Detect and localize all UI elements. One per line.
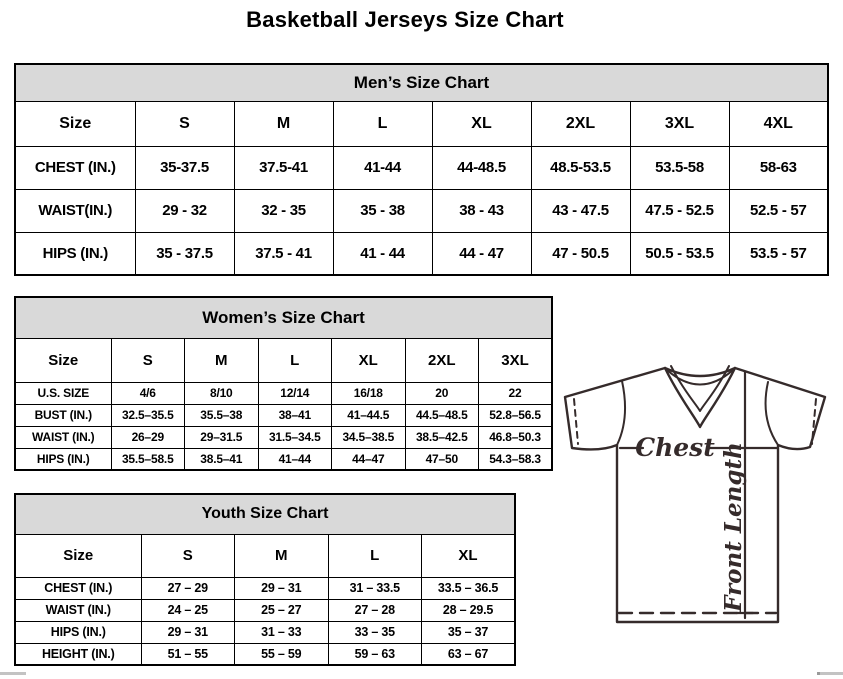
men-cell: 37.5-41 (234, 146, 333, 189)
men-cell: 47 - 50.5 (531, 232, 630, 275)
men-cell: 48.5-53.5 (531, 146, 630, 189)
women-cell: 54.3–58.3 (479, 448, 553, 470)
women-cell: 34.5–38.5 (332, 426, 406, 448)
women-cell: 20 (405, 382, 479, 404)
men-cell: 29 - 32 (135, 189, 234, 232)
men-cell: 47.5 - 52.5 (630, 189, 729, 232)
youth-col-header: L (328, 534, 422, 577)
men-cell: 44 - 47 (432, 232, 531, 275)
men-table-row (15, 146, 828, 189)
women-cell: 41–44.5 (332, 404, 406, 426)
youth-cell: 29 – 31 (141, 621, 235, 643)
men-cell: 53.5 - 57 (729, 232, 828, 275)
women-table-title: Women’s Size Chart (15, 297, 552, 338)
jersey-measurement-diagram (555, 355, 843, 679)
youth-cell: 27 – 28 (328, 599, 422, 621)
men-cell: 41 - 44 (333, 232, 432, 275)
youth-table-row (15, 577, 515, 599)
youth-cell: 33.5 – 36.5 (422, 577, 516, 599)
women-header-row (15, 338, 552, 382)
youth-table-title: Youth Size Chart (15, 494, 515, 534)
men-table-title: Men’s Size Chart (15, 64, 828, 101)
women-cell: 38.5–41 (185, 448, 259, 470)
men-cell: 41-44 (333, 146, 432, 189)
youth-cell: 24 – 25 (141, 599, 235, 621)
youth-table-row (15, 599, 515, 621)
women-cell: 52.8–56.5 (479, 404, 553, 426)
women-col-header: XL (332, 338, 406, 382)
men-cell: 50.5 - 53.5 (630, 232, 729, 275)
youth-cell: 63 – 67 (422, 643, 516, 665)
women-col-header: M (185, 338, 259, 382)
women-cell: 35.5–58.5 (111, 448, 185, 470)
mens-size-table (14, 63, 829, 276)
women-cell: 4/6 (111, 382, 185, 404)
men-col-header: Size (15, 101, 135, 146)
youth-cell: 59 – 63 (328, 643, 422, 665)
men-col-header: L (333, 101, 432, 146)
women-table-row (15, 426, 552, 448)
women-row-label: WAIST (IN.) (15, 426, 111, 448)
youth-table-row (15, 643, 515, 665)
chest-label: Chest (635, 433, 715, 462)
women-cell: 44–47 (332, 448, 406, 470)
men-col-header: XL (432, 101, 531, 146)
women-cell: 31.5–34.5 (258, 426, 332, 448)
youth-col-header: M (235, 534, 329, 577)
youth-col-header: S (141, 534, 235, 577)
youth-table-row (15, 621, 515, 643)
women-row-label: BUST (IN.) (15, 404, 111, 426)
men-row-label: WAIST(IN.) (15, 189, 135, 232)
men-cell: 35-37.5 (135, 146, 234, 189)
youth-cell: 51 – 55 (141, 643, 235, 665)
women-table-row (15, 404, 552, 426)
youth-cell: 27 – 29 (141, 577, 235, 599)
men-cell: 38 - 43 (432, 189, 531, 232)
youth-row-label: HIPS (IN.) (15, 621, 141, 643)
men-row-label: CHEST (IN.) (15, 146, 135, 189)
women-col-header: 2XL (405, 338, 479, 382)
youth-cell: 31 – 33.5 (328, 577, 422, 599)
youth-cell: 25 – 27 (235, 599, 329, 621)
women-cell: 29–31.5 (185, 426, 259, 448)
youth-header-row (15, 534, 515, 577)
youth-row-label: WAIST (IN.) (15, 599, 141, 621)
men-cell: 44-48.5 (432, 146, 531, 189)
women-cell: 22 (479, 382, 553, 404)
youth-cell: 28 – 29.5 (422, 599, 516, 621)
men-cell: 53.5-58 (630, 146, 729, 189)
youth-cell: 29 – 31 (235, 577, 329, 599)
men-table-row (15, 232, 828, 275)
women-cell: 41–44 (258, 448, 332, 470)
youth-row-label: HEIGHT (IN.) (15, 643, 141, 665)
youth-col-header: Size (15, 534, 141, 577)
women-cell: 12/14 (258, 382, 332, 404)
women-cell: 32.5–35.5 (111, 404, 185, 426)
men-col-header: 4XL (729, 101, 828, 146)
women-col-header: L (258, 338, 332, 382)
men-col-header: 3XL (630, 101, 729, 146)
women-table-row (15, 382, 552, 404)
women-col-header: Size (15, 338, 111, 382)
women-col-header: 3XL (479, 338, 553, 382)
women-row-label: U.S. SIZE (15, 382, 111, 404)
youth-cell: 33 – 35 (328, 621, 422, 643)
men-row-label: HIPS (IN.) (15, 232, 135, 275)
scrollbar-fragment-right[interactable] (817, 672, 843, 675)
women-cell: 8/10 (185, 382, 259, 404)
page-title: Basketball Jerseys Size Chart (246, 7, 564, 32)
scrollbar-fragment-left[interactable] (0, 672, 26, 675)
men-col-header: S (135, 101, 234, 146)
youth-row-label: CHEST (IN.) (15, 577, 141, 599)
youth-cell: 31 – 33 (235, 621, 329, 643)
women-cell: 38.5–42.5 (405, 426, 479, 448)
men-cell: 52.5 - 57 (729, 189, 828, 232)
women-cell: 35.5–38 (185, 404, 259, 426)
women-cell: 44.5–48.5 (405, 404, 479, 426)
men-col-header: M (234, 101, 333, 146)
women-cell: 47–50 (405, 448, 479, 470)
women-cell: 46.8–50.3 (479, 426, 553, 448)
youth-cell: 55 – 59 (235, 643, 329, 665)
men-header-row (15, 101, 828, 146)
youth-cell: 35 – 37 (422, 621, 516, 643)
women-col-header: S (111, 338, 185, 382)
women-cell: 16/18 (332, 382, 406, 404)
men-col-header: 2XL (531, 101, 630, 146)
women-cell: 38–41 (258, 404, 332, 426)
women-table-row (15, 448, 552, 470)
men-cell: 35 - 38 (333, 189, 432, 232)
men-cell: 43 - 47.5 (531, 189, 630, 232)
men-cell: 37.5 - 41 (234, 232, 333, 275)
men-table-row (15, 189, 828, 232)
men-cell: 58-63 (729, 146, 828, 189)
women-row-label: HIPS (IN.) (15, 448, 111, 470)
youth-col-header: XL (422, 534, 516, 577)
men-cell: 32 - 35 (234, 189, 333, 232)
youth-size-table (14, 493, 516, 666)
front-length-label: Front Length (720, 442, 747, 612)
womens-size-table (14, 296, 553, 471)
women-cell: 26–29 (111, 426, 185, 448)
jersey-outline (565, 368, 825, 622)
men-cell: 35 - 37.5 (135, 232, 234, 275)
